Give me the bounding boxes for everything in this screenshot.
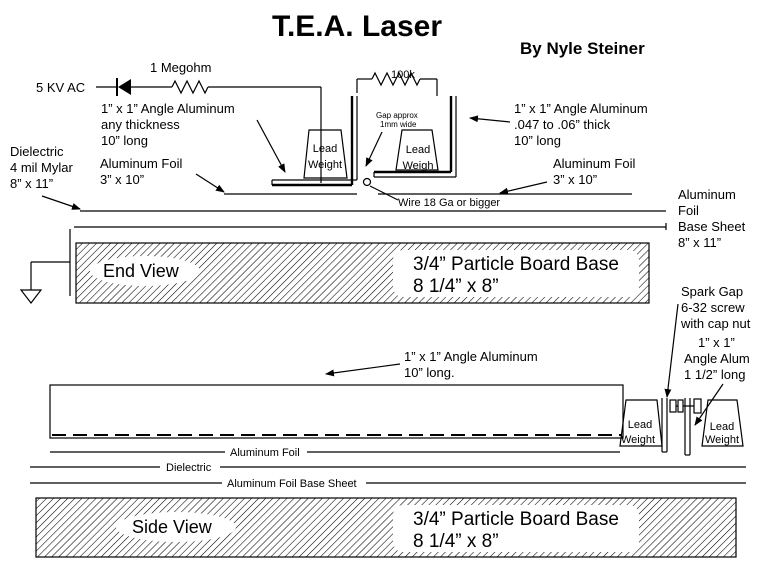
foil-left-label-1: Aluminum Foil: [100, 156, 183, 171]
dielectric-label-3: 8” x 11”: [10, 176, 54, 191]
svg-text:Lead: Lead: [709, 421, 735, 433]
gap-note-line2: 1mm wide: [380, 120, 417, 129]
svg-text:Weight: Weight: [704, 434, 740, 446]
side-board-label-2: 8 1/4” x 8”: [413, 531, 499, 552]
svg-text:Lead: Lead: [312, 143, 338, 155]
foil-right-label-1: Aluminum Foil: [553, 156, 636, 171]
end-board-label-2: 8 1/4” x 8”: [413, 276, 499, 297]
base-sheet-label-1: Aluminum: [678, 187, 736, 202]
foil-left-label-2: 3” x 10”: [100, 172, 145, 187]
spark-gap-label-2: 6-32 screw: [681, 300, 745, 315]
ground-icon: [21, 262, 70, 303]
side-angle-label-1: 1” x 1” Angle Aluminum: [404, 349, 538, 364]
lead-weight-right: [396, 130, 438, 172]
wire-label: Wire 18 Ga or bigger: [398, 197, 501, 209]
resistor-label: 1 Megohm: [150, 60, 212, 75]
svg-text:Weight: Weight: [307, 159, 343, 171]
side-view: [30, 284, 751, 557]
end-view-label: End View: [103, 261, 179, 281]
side-foil-label: Aluminum Foil: [230, 447, 300, 459]
side-lead-weight-right: [702, 400, 743, 446]
right-angle-label-2: .047 to .06” thick: [514, 117, 611, 132]
left-angle-label-2: any thickness: [101, 117, 180, 132]
side-lead-weight-left: [620, 400, 662, 446]
base-sheet-label-3: Base Sheet: [678, 219, 746, 234]
side-view-label: Side View: [132, 517, 212, 537]
svg-text:Weigh: Weigh: [402, 160, 434, 172]
dielectric-label-2: 4 mil Mylar: [10, 160, 73, 175]
right-angle-label-1: 1” x 1” Angle Aluminum: [514, 101, 648, 116]
svg-text:Weight: Weight: [620, 434, 656, 446]
supply-label: 5 KV AC: [36, 80, 86, 95]
diode-symbol: [117, 78, 131, 96]
end-board-label-1: 3/4” Particle Board Base: [413, 254, 619, 275]
lead-weight-left: [304, 130, 347, 178]
foil-right-label-2: 3” x 10”: [553, 172, 598, 187]
base-sheet-label-2: Foil: [678, 203, 699, 218]
spark-gap-label-3: with cap nut: [681, 316, 751, 331]
base-sheet-label-4: 8” x 11”: [678, 235, 722, 250]
small-angle-label-1: 1” x 1”: [698, 335, 735, 350]
small-angle-label-3: 1 1/2” long: [684, 367, 746, 382]
side-angle-label-2: 10” long.: [404, 365, 455, 380]
spark-gap-label-1: Spark Gap: [681, 284, 744, 299]
author-credit: By Nyle Steiner: [520, 39, 645, 58]
small-angle-label-2: Angle Alum: [684, 351, 750, 366]
right-angle-label-3: 10” long: [514, 133, 561, 148]
side-base-sheet-label: Aluminum Foil Base Sheet: [227, 478, 357, 490]
side-board-label-1: 3/4” Particle Board Base: [413, 509, 619, 530]
gap-note-line1: Gap approx: [376, 111, 418, 120]
dielectric-label-1: Dielectric: [10, 144, 64, 159]
end-view: [10, 60, 746, 303]
resistor-1-megohm: [172, 81, 208, 93]
wire-cross-section: [364, 179, 371, 186]
side-angle-aluminum: [50, 385, 623, 438]
svg-text:Lead: Lead: [627, 419, 653, 431]
resistor-100k-label: 100k: [391, 69, 415, 81]
svg-text:Lead: Lead: [405, 144, 431, 156]
left-angle-label-1: 1” x 1” Angle Aluminum: [101, 101, 235, 116]
diagram-title: T.E.A. Laser: [271, 10, 443, 43]
left-angle-label-3: 10” long: [101, 133, 148, 148]
side-dielectric-label: Dielectric: [166, 462, 212, 474]
